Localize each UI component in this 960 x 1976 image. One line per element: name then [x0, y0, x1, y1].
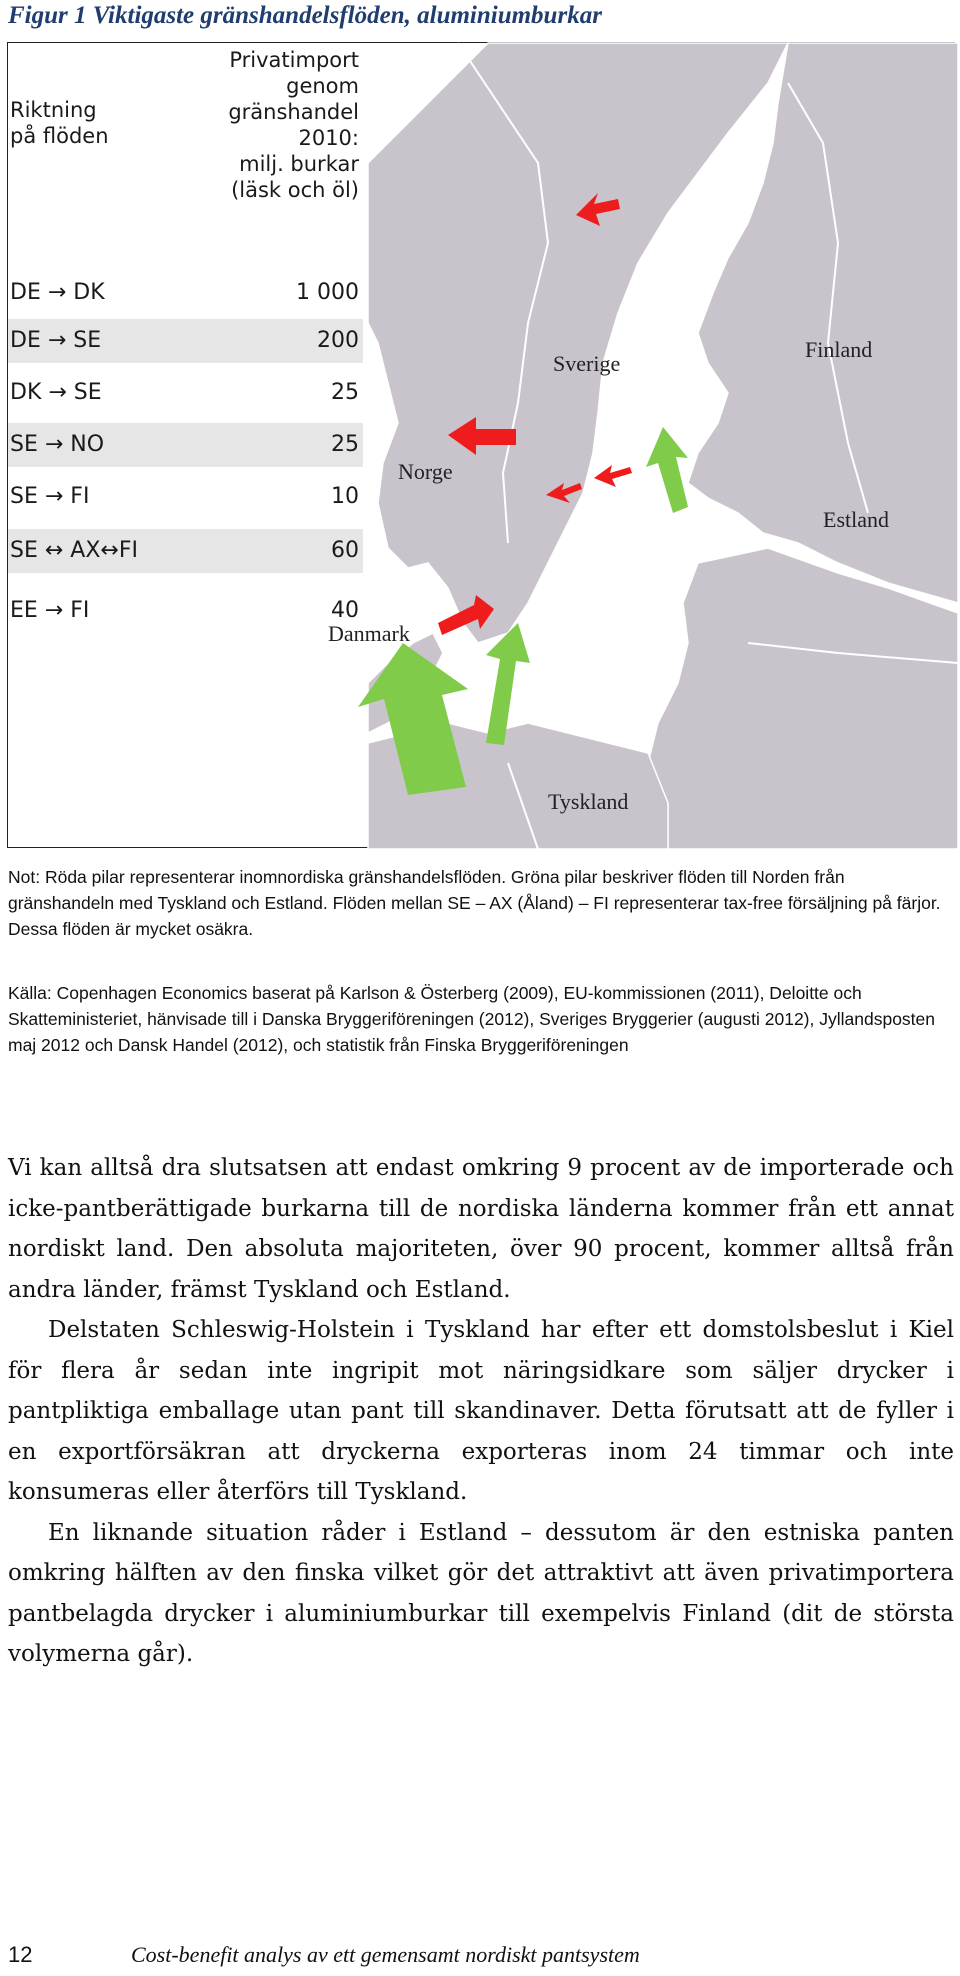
- table-header-import: Privatimport genom gränshandel 2010: milj. burkar (läsk och öl): [228, 48, 359, 202]
- paragraph: Vi kan alltså dra slutsatsen att endast omkring 9 procent av de importerade och icke-pantberättigade burkarna till de nordiska länderna kommer från ett annat nordiskt land. Den absoluta majoriteten, över 90 procent, kommer alltså från andra länder, främst Tyskland och Estland.: [8, 1155, 954, 1303]
- figure-title: Figur 1 Viktigaste gränshandelsflöden, aluminiumburkar: [8, 2, 602, 29]
- flow-value: 40: [331, 598, 359, 623]
- table-row: [8, 475, 363, 519]
- flow-value: 1 000: [296, 280, 359, 305]
- flow-label: EE → FI: [10, 598, 90, 623]
- table-row: [8, 529, 363, 573]
- body-text: [8, 1148, 954, 1675]
- page-number: 12: [8, 1942, 33, 1967]
- flow-label: SE → NO: [10, 432, 105, 457]
- figure-source: Källa: Copenhagen Economics baserat på Karlson & Österberg (2009), EU-kommissionen (2011), Deloitte och Skatteministeriet, hänvisade till i Danska Bryggeriföreningen (2012), Sveriges Bryggerier (augusti 2012), Jyllandsposten maj 2012 och Dansk Handel (2012), och statistik från Finska Bryggeriföreningen: [8, 983, 936, 1055]
- label-norge: Norge: [398, 459, 453, 484]
- figure: [7, 42, 955, 848]
- table-row: [8, 371, 363, 415]
- table-header-direction: Riktning på flöden: [10, 98, 109, 148]
- figure-note: Not: Röda pilar representerar inomnordiska gränshandelsflöden. Gröna pilar beskriver flöden till Norden från gränshandeln med Tyskland och Estland. Flöden mellan SE – AX (Åland) – FI representerar tax-free försäljning på färjor. Dessa flöden är mycket osäkra.: [8, 867, 941, 939]
- flow-value: 60: [331, 538, 359, 563]
- flow-label: DK → SE: [10, 380, 102, 405]
- table-row: [8, 423, 363, 467]
- footer-title: Cost-benefit analys av ett gemensamt nordiskt pantsystem: [131, 1942, 640, 1967]
- paragraph: Delstaten Schleswig-Holstein i Tyskland har efter ett domstolsbeslut i Kiel för flera år sedan inte ingripit mot näringsidkare som säljer drycker i pantpliktiga emballage utan pant till skandinaver. Detta förutsatt att de fyller i en exportförsäkran att dryckerna exporteras inom 24 timmar och inte konsumeras eller återförs till Tyskland.: [8, 1317, 954, 1505]
- flow-label: DE → DK: [10, 280, 105, 305]
- flow-label: SE ↔ AX↔FI: [10, 538, 138, 563]
- label-tyskland: Tyskland: [548, 789, 629, 814]
- flow-value: 25: [331, 432, 359, 457]
- table-row: [8, 319, 363, 363]
- flow-value: 25: [331, 380, 359, 405]
- label-sverige: Sverige: [553, 351, 621, 376]
- table-row: [8, 589, 363, 633]
- table-row: [8, 271, 363, 315]
- flow-table: [8, 43, 363, 623]
- flow-value: 10: [331, 484, 359, 509]
- flow-value: 200: [317, 328, 359, 353]
- paragraph: En liknande situation råder i Estland – dessutom är den estniska panten omkring hälften av den finska vilket gör det attraktivt att även privatimportera pantbelagda drycker i aluminiumburkar till exempelvis Finland (dit de största volymerna går).: [8, 1519, 954, 1667]
- label-danmark: Danmark: [328, 621, 410, 646]
- flow-label: SE → FI: [10, 484, 90, 509]
- label-estland: Estland: [823, 507, 889, 532]
- flow-label: DE → SE: [10, 328, 102, 353]
- page-footer: [8, 1942, 954, 1972]
- label-finland: Finland: [805, 337, 873, 362]
